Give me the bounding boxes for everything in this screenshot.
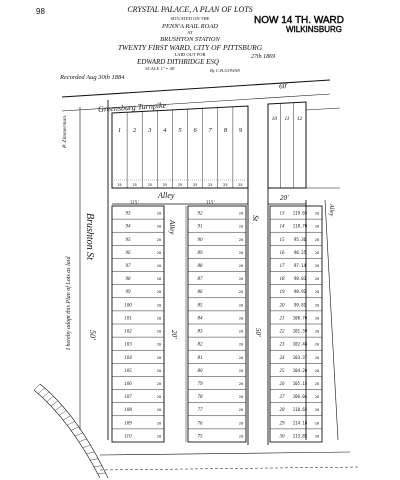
title-date: 27th 1869 [251,54,276,60]
lot-number: 9 [238,127,243,134]
lot-number: 89 [197,250,203,256]
lot-number: 5 [178,127,182,134]
lot-frontage-label: 20 [156,329,162,334]
lot-number: 26 [279,382,285,387]
lot-frontage-label: 20 [314,395,320,400]
lot-number: 97 [125,264,131,269]
lot-number: 6 [193,127,197,134]
lot-number: 96 [125,250,131,256]
lot-frontage-label: 20 [156,434,162,439]
lot-frontage-label: 20 [156,277,162,282]
lot-number: 83 [197,329,203,335]
east-alley-label: Alley [328,204,334,217]
lot-depth-label: 95.36 [293,236,307,242]
lot-frontage-label: 25 [117,183,122,187]
stamp-line-2: WILKINSBURG [286,25,343,34]
middle-alley-label: Alley [168,220,176,235]
lot-number: 87 [197,277,203,283]
lot-frontage-label: 25 [177,183,183,187]
middle-lot-numbers [198,212,244,440]
lot-frontage-label: 20 [156,395,162,400]
lot-number: 15 [279,237,285,243]
lot-frontage-label: 20 [314,408,320,413]
lot-number: 102 [124,329,132,335]
lot-frontage-label: 20 [156,342,162,347]
title-surveyor: By C.H.GOWAN [210,68,241,73]
lot-number: 21 [279,316,285,322]
lot-number: 93 [125,211,131,217]
lot-number: 12 [296,116,303,122]
lot-number: 29 [279,421,285,427]
lot-frontage-label: 20 [156,408,162,413]
lot-frontage-label: 20 [238,355,244,360]
lot-frontage-label: 20 [156,421,162,426]
top-alley-label: Alley [158,191,175,200]
lot-number: 110 [124,434,132,440]
lot-number: 22 [279,329,285,335]
title-line-2: SITUATED ON THE [170,16,210,21]
lot-frontage-label: 20 [238,395,244,400]
lot-number: 10 [271,116,278,122]
lot-number: 101 [124,316,132,322]
lot-frontage-label: 20 [314,368,320,373]
lot-number: 100 [124,303,132,309]
lot-frontage-label: 20 [314,237,320,242]
turnpike-width: 60' [278,81,288,91]
north-lot-lines [127,107,233,188]
lot-frontage-label: 20 [238,434,244,439]
lot-number: 94 [125,224,131,230]
lot-frontage-label: 20 [314,211,320,216]
lot-number: 109 [124,421,132,427]
lot-depth-label: 113.85 [292,433,308,439]
lot-frontage-label: 20 [238,224,244,229]
title-line-3: PENN'A RAIL ROAD [161,23,219,30]
lot-number: 2 [133,127,137,134]
lot-frontage-label: 20 [156,224,162,229]
lot-frontage-label: 20 [238,211,244,216]
lot-depth-label: 118.70 [292,223,308,229]
lot-number: 24 [279,355,285,361]
lot-number: 28 [279,408,285,414]
lot-number: 105 [124,368,132,374]
lot-number: 13 [279,211,285,217]
ward-stamp [254,15,344,34]
lot-number: 85 [197,303,203,309]
lot-number: 77 [197,408,203,414]
lot-frontage-label: 20 [238,277,244,282]
lot-number: 106 [124,382,132,387]
lot-frontage-label: 20 [314,303,320,308]
lot-frontage-label: 25 [238,183,243,187]
lot-depth-label: 114.18 [292,420,308,426]
lot-frontage-label: 20 [156,237,162,242]
stamp-line-1: NOW 14 TH. WARD [254,15,345,26]
lot-depth-label: 99.81 [293,302,307,308]
lot-frontage-label: 20 [314,290,320,295]
lot-frontage-label: 20 [238,421,244,426]
lot-frontage-label: 20 [314,382,320,386]
lot-number: 1 [117,127,122,134]
lot-number: 11 [284,116,290,122]
northeast-block [268,102,306,188]
middle-alley [168,219,178,339]
lot-frontage-label: 25 [192,183,198,187]
lot-depth-label: 98.92 [293,289,307,295]
lot-number: 90 [197,237,203,243]
lot-frontage-label: 20 [238,290,244,295]
lot-frontage-label: 20 [238,368,244,373]
lot-frontage-label: 20 [314,342,320,347]
lot-number: 4 [163,127,167,134]
title-line-8: EDWARD DITHRIDGE ESQ [137,58,219,66]
lot-frontage-label: 20 [238,316,244,321]
lot-frontage-label: 20 [156,368,162,373]
lot-number: 99 [125,290,131,296]
top-alley-width: 20' [280,194,289,202]
lot-frontage-label: 20 [156,250,162,255]
lot-number: 98 [125,277,131,283]
lot-number: 18 [279,277,285,283]
lot-depth-label: 101.59 [292,328,308,334]
lot-number: 86 [197,290,203,296]
lot-frontage-label: 20 [238,342,244,347]
lot-number: 82 [197,342,203,348]
certification [62,115,72,351]
lot-number: 103 [124,342,132,348]
northeast-lot-numbers [272,116,303,122]
lot-frontage-label: 20 [314,434,320,439]
east-lot-numbers [280,211,320,440]
lot-number: 80 [197,368,203,374]
lot-number: 7 [208,127,212,134]
lot-depth-label: 100.70 [292,315,308,321]
north-lot-numbers [117,127,242,187]
east-street-width: 50' [254,328,262,337]
lot-frontage-label: 20 [314,421,320,426]
lot-number: 78 [197,395,203,401]
certification-line-1: I hereby adopt this Plan of Lots as laid [66,256,72,350]
lot-frontage-label: 20 [314,250,320,255]
sheet-number: 98 [36,7,45,16]
east-street [251,215,262,337]
lot-number: 75 [197,434,203,440]
north-block [112,106,248,188]
west-lot-numbers [124,212,161,440]
brushton-label: Brushton St [84,213,95,260]
lot-number: 95 [125,237,131,243]
west-depth: 115' [130,200,140,205]
lot-number: 92 [197,211,203,217]
turnpike-label: Greensburg Turnpike [97,100,167,114]
lot-number: 14 [279,224,285,230]
lot-frontage-label: 20 [238,303,244,308]
brushton-street [84,213,97,340]
lot-frontage-label: 25 [223,183,228,187]
lot-frontage-label: 25 [132,183,137,187]
lot-number: 107 [124,395,132,401]
lot-frontage-label: 20 [314,224,320,229]
lot-number: 84 [197,316,203,322]
lot-number: 3 [148,127,152,134]
lot-depth-label: 106.04 [292,394,308,400]
lot-number: 108 [124,408,132,414]
lot-number: 76 [197,421,203,427]
lot-number: 19 [279,290,285,296]
lot-depth-label: 96.25 [293,249,307,255]
lot-frontage-label: 20 [156,382,162,386]
lot-frontage-label: 20 [314,316,320,321]
lot-number: 91 [197,224,203,230]
lot-frontage-label: 20 [238,382,244,386]
lot-number: 79 [197,382,203,387]
lot-frontage-label: 25 [208,183,213,187]
lot-number: 81 [197,355,203,361]
lot-frontage-label: 20 [238,408,244,413]
lot-frontage-label: 20 [314,355,320,360]
lot-number: 17 [279,264,285,269]
lot-number: 27 [279,395,285,401]
lot-number: 30 [279,434,285,440]
lot-frontage-label: 20 [156,303,162,308]
lot-depth-label: 119.65 [292,210,308,216]
middle-alley-width: 20' [170,330,178,339]
lot-frontage-label: 20 [156,316,162,321]
lot-frontage-label: 20 [156,355,162,360]
lot-frontage-label: 20 [314,277,320,282]
title-line-4: AT [187,30,193,35]
lot-depth-label: 98.03 [293,276,307,282]
east-street-label: St [251,215,260,222]
lot-depth-label: 102.48 [292,341,308,347]
lot-depth-label: 110.65 [292,407,308,413]
railroad [34,384,108,478]
lot-number: 104 [124,355,132,361]
lot-depth-label: 104.26 [292,367,308,373]
lot-number: 88 [197,264,203,269]
lot-number: 16 [279,250,285,256]
title-block [118,5,275,73]
lot-frontage-label: 20 [238,250,244,255]
title-line-1: CRYSTAL PALACE, A PLAN OF LOTS [127,5,253,14]
lot-frontage-label: 25 [162,183,168,187]
lot-frontage-label: 20 [314,264,320,268]
lot-frontage-label: 25 [147,183,152,187]
lot-depth-label: 103.37 [292,354,308,360]
lot-frontage-label: 20 [238,237,244,242]
middle-depth: 115' [206,200,216,205]
brushton-width: 50' [88,330,97,340]
lot-depth-label: 105.15 [292,381,308,386]
certification-line-2: P. Zimmerman. [62,114,68,148]
lot-frontage-label: 20 [156,211,162,216]
title-line-6: TWENTY FIRST WARD, CITY OF PITTSBURG [117,43,263,52]
title-line-7: LAID OUT FOR [174,52,206,57]
lot-number: 20 [279,303,285,309]
lot-frontage-label: 20 [314,329,320,334]
title-line-5: BRUSHTON STATION [160,36,220,43]
lot-depth-label: 97.14 [293,263,307,268]
lot-number: 23 [279,342,285,348]
lot-frontage-label: 20 [238,264,244,268]
lot-number: 8 [223,127,227,134]
title-scale: SCALE 1" = 40' [145,66,175,71]
lot-frontage-label: 20 [156,264,162,268]
lot-frontage-label: 20 [156,290,162,295]
recorded-note: Recorded Aug 30th 1884 [60,74,125,81]
lot-frontage-label: 20 [238,329,244,334]
lot-number: 25 [279,368,285,374]
